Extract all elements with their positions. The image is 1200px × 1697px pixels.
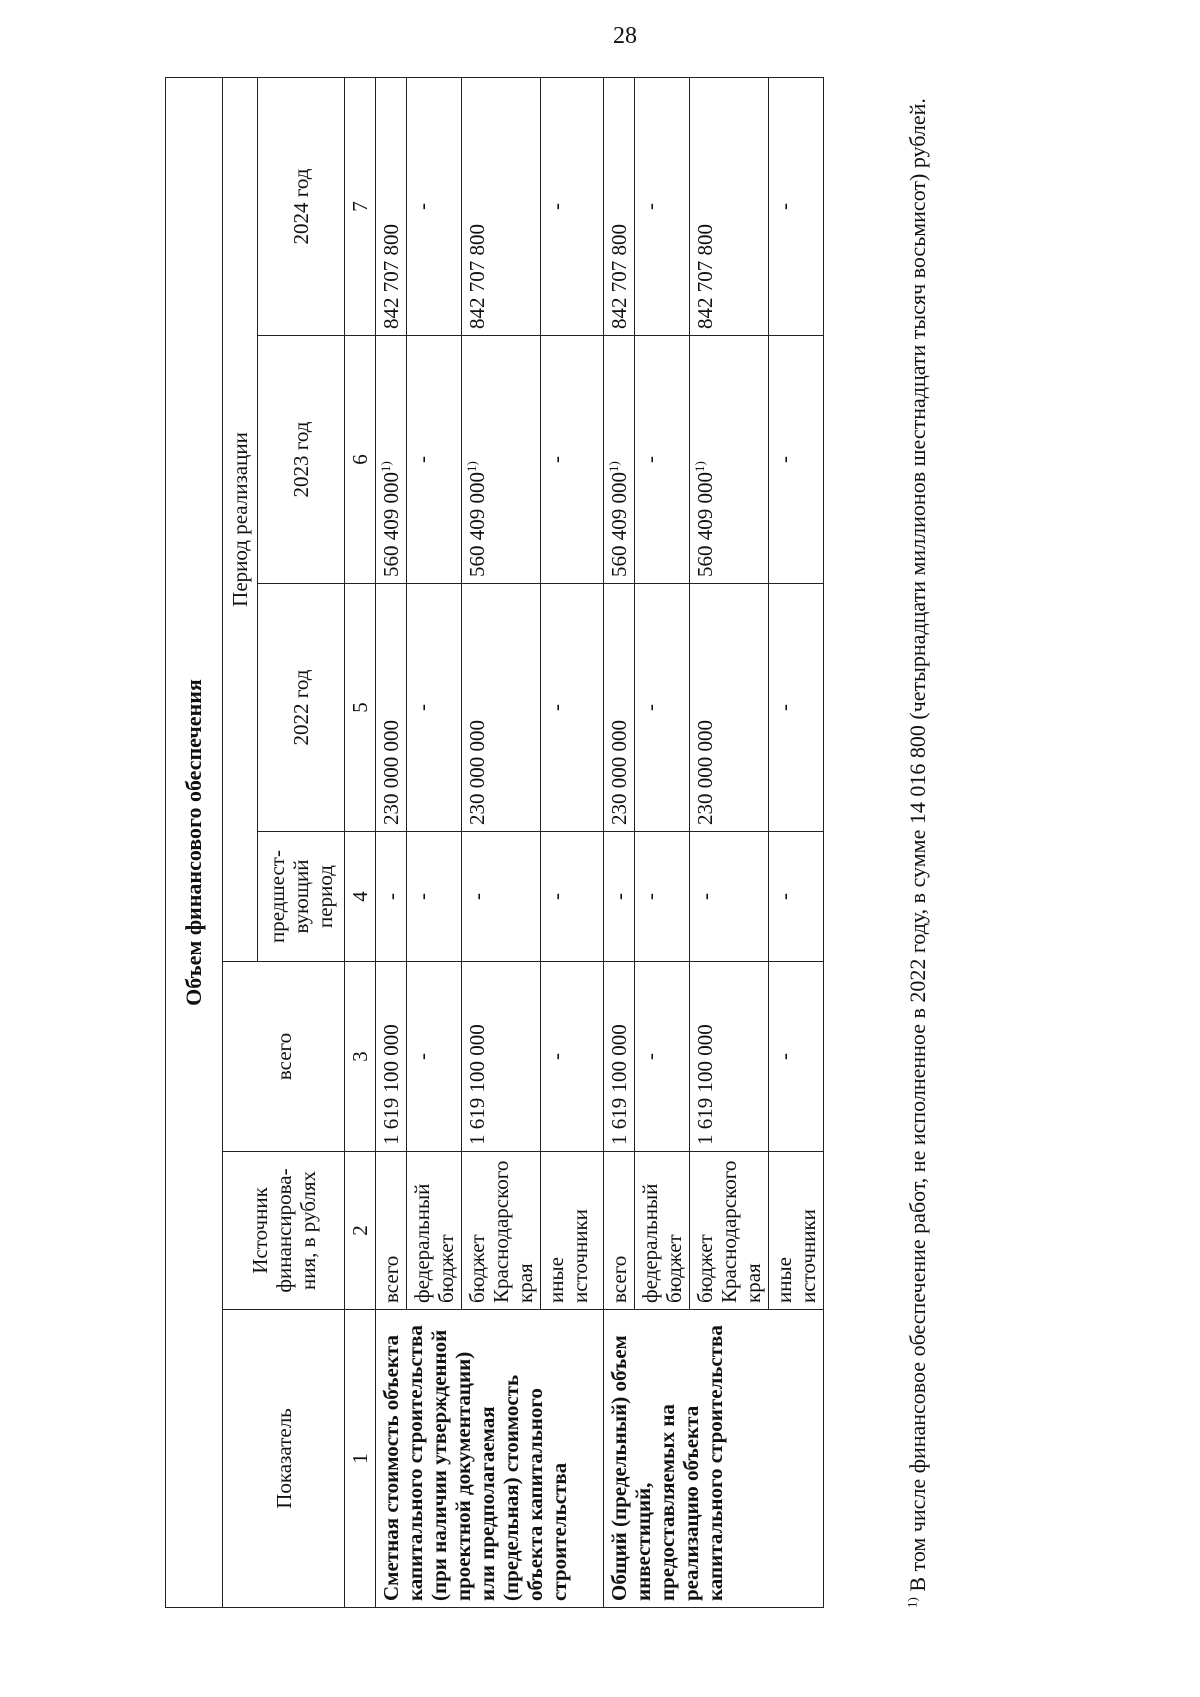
source-cell: всего bbox=[376, 1152, 407, 1310]
page-number: 28 bbox=[613, 23, 637, 49]
total-cell: - bbox=[635, 962, 690, 1152]
year-2022-cell: - bbox=[541, 584, 604, 832]
column-number-row bbox=[345, 78, 376, 1608]
table-row bbox=[376, 78, 407, 1608]
year-2023-cell bbox=[407, 336, 462, 584]
total-cell: - bbox=[407, 962, 462, 1152]
indicator-total-investment: Общий (предельный) объем инвестиций, предоставляемых на реализацию объекта капитального строительства bbox=[604, 1310, 824, 1608]
header-2024: 2024 год bbox=[258, 78, 345, 336]
year-2023-value: 560 409 000 bbox=[693, 472, 717, 577]
column-number: 6 bbox=[345, 336, 376, 584]
year-2023-cell bbox=[635, 336, 690, 584]
column-number: 1 bbox=[345, 1310, 376, 1608]
header-2023: 2023 год bbox=[258, 336, 345, 584]
year-2022-cell: - bbox=[769, 584, 824, 832]
prior-cell: - bbox=[407, 832, 462, 962]
financing-table bbox=[165, 77, 824, 1608]
year-2023-value: 560 409 000 bbox=[607, 472, 631, 577]
year-2023-value: - bbox=[772, 456, 796, 463]
indicator-estimated-cost: Сметная стоимость объекта капитального строительства (при наличии утвержденной проектной документации) или предполагаемая (предельная) стоимость объекта капитального строительства bbox=[376, 1310, 604, 1608]
source-cell: иные источники bbox=[541, 1152, 604, 1310]
year-2023-cell bbox=[690, 336, 769, 584]
header-2022: 2022 год bbox=[258, 584, 345, 832]
header-indicator: Показатель bbox=[223, 1310, 345, 1608]
prior-cell: - bbox=[376, 832, 407, 962]
prior-cell: - bbox=[462, 832, 541, 962]
source-cell: федеральный бюджет bbox=[407, 1152, 462, 1310]
footnote-ref: 1) bbox=[692, 461, 707, 472]
year-2023-value: 560 409 000 bbox=[465, 472, 489, 577]
prior-cell: - bbox=[635, 832, 690, 962]
rotated-sheet bbox=[165, 78, 975, 1608]
total-cell: 1 619 100 000 bbox=[376, 962, 407, 1152]
prior-cell: - bbox=[541, 832, 604, 962]
prior-cell: - bbox=[690, 832, 769, 962]
footnote-ref: 1) bbox=[606, 461, 621, 472]
year-2022-cell: 230 000 000 bbox=[604, 584, 635, 832]
year-2024-cell: 842 707 800 bbox=[376, 78, 407, 336]
prior-cell: - bbox=[769, 832, 824, 962]
source-cell: бюджет Краснодарского края bbox=[462, 1152, 541, 1310]
header-period-group: Период реализации bbox=[223, 78, 258, 962]
year-2022-cell: 230 000 000 bbox=[690, 584, 769, 832]
year-2024-cell: - bbox=[635, 78, 690, 336]
year-2022-cell: - bbox=[635, 584, 690, 832]
source-cell: федеральный бюджет bbox=[635, 1152, 690, 1310]
table-row bbox=[604, 78, 635, 1608]
year-2024-cell: 842 707 800 bbox=[690, 78, 769, 336]
year-2024-cell: 842 707 800 bbox=[462, 78, 541, 336]
column-number: 2 bbox=[345, 1152, 376, 1310]
column-number: 3 bbox=[345, 962, 376, 1152]
year-2024-cell: - bbox=[407, 78, 462, 336]
total-cell: - bbox=[541, 962, 604, 1152]
year-2023-value: - bbox=[410, 456, 434, 463]
footnote-ref: 1) bbox=[464, 461, 479, 472]
year-2023-value: - bbox=[544, 456, 568, 463]
source-cell: всего bbox=[604, 1152, 635, 1310]
year-2023-cell bbox=[541, 336, 604, 584]
year-2023-value: 560 409 000 bbox=[379, 472, 403, 577]
total-cell: 1 619 100 000 bbox=[604, 962, 635, 1152]
total-cell: 1 619 100 000 bbox=[690, 962, 769, 1152]
year-2023-cell bbox=[604, 336, 635, 584]
column-number: 4 bbox=[345, 832, 376, 962]
year-2022-cell: - bbox=[407, 584, 462, 832]
source-cell: иные источники bbox=[769, 1152, 824, 1310]
total-cell: 1 619 100 000 bbox=[462, 962, 541, 1152]
header-total: всего bbox=[223, 962, 345, 1152]
column-number: 5 bbox=[345, 584, 376, 832]
header-prior: предшест-вующий период bbox=[258, 832, 345, 962]
year-2022-cell: 230 000 000 bbox=[462, 584, 541, 832]
year-2022-cell: 230 000 000 bbox=[376, 584, 407, 832]
table-title: Объем финансового обеспечения bbox=[166, 78, 223, 1608]
year-2024-cell: - bbox=[541, 78, 604, 336]
footnote-ref: 1) bbox=[378, 461, 393, 472]
column-number: 7 bbox=[345, 78, 376, 336]
year-2024-cell: 842 707 800 bbox=[604, 78, 635, 336]
footnote-text: В том числе финансовое обеспечение работ, не исполненное в 2022 году, в сумме 14 016 800 (четырнадцати миллионов шестнадцати тысяч восьмисот) рублей. bbox=[905, 98, 930, 1598]
year-2023-value: - bbox=[638, 456, 662, 463]
header-source: Источник финансирова-ния, в рублях bbox=[223, 1152, 345, 1310]
year-2023-cell bbox=[462, 336, 541, 584]
year-2023-cell bbox=[769, 336, 824, 584]
source-cell: бюджет Краснодарского края bbox=[690, 1152, 769, 1310]
footnote-marker: 1) bbox=[904, 1597, 920, 1608]
year-2023-cell bbox=[376, 336, 407, 584]
year-2024-cell: - bbox=[769, 78, 824, 336]
total-cell: - bbox=[769, 962, 824, 1152]
prior-cell: - bbox=[604, 832, 635, 962]
